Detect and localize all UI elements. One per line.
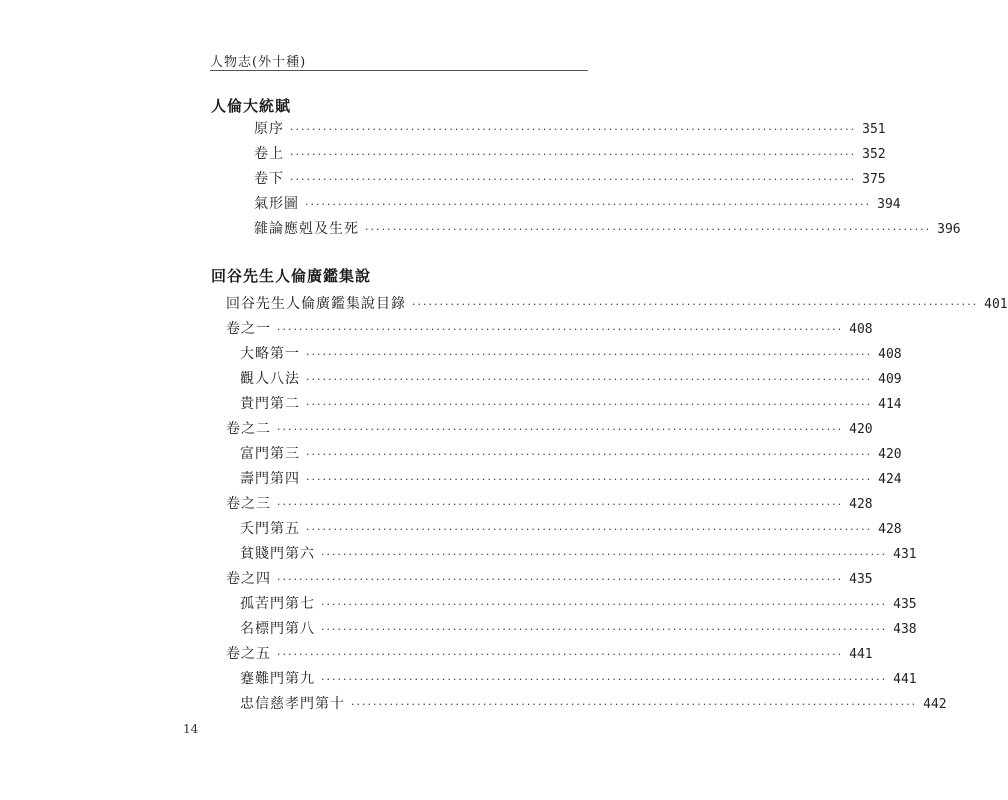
toc-entry (240, 593, 917, 612)
toc-entry-page: 442 (923, 697, 947, 712)
toc-entry-page: 401 (984, 297, 1008, 312)
leader-dots: ······································································································· (321, 673, 888, 686)
section-title: 人倫大統賦 (211, 97, 292, 115)
toc-entry (254, 168, 886, 187)
toc-entry (226, 643, 873, 662)
toc-entry (226, 568, 873, 587)
leader-dots: ······································································································· (290, 148, 857, 161)
leader-dots: ······································································································· (277, 423, 844, 436)
leader-dots: ······································································································· (351, 698, 918, 711)
toc-entry-page: 375 (862, 172, 886, 187)
leader-dots: ······································································································· (277, 498, 844, 511)
toc-entry (240, 518, 902, 537)
toc-entry-page: 441 (849, 647, 873, 662)
leader-dots: ······································································································· (306, 398, 873, 411)
toc-entry-page: 438 (893, 622, 917, 637)
toc-entry-title: 原序 (254, 121, 284, 137)
toc-entry (254, 118, 886, 137)
toc-entry-title: 夭門第五 (240, 521, 300, 537)
toc-entry (226, 293, 1008, 312)
toc-entry-title: 卷上 (254, 146, 284, 162)
toc-entry-title: 忠信慈孝門第十 (240, 696, 345, 712)
leader-dots: ······································································································· (306, 473, 873, 486)
leader-dots: ······································································································· (277, 573, 844, 586)
toc-entry (240, 368, 902, 387)
toc-entry-title: 貧賤門第六 (240, 546, 315, 562)
toc-entry-page: 435 (893, 597, 917, 612)
toc-entry-page: 431 (893, 547, 917, 562)
section-title: 回谷先生人倫廣鑑集說 (211, 267, 372, 285)
toc-entry-title: 氣形圖 (254, 196, 299, 212)
leader-dots: ······································································································· (306, 448, 873, 461)
leader-dots: ······································································································· (365, 223, 932, 236)
toc-entry-page: 428 (878, 522, 902, 537)
toc-entry-page: 435 (849, 572, 873, 587)
toc-entry-title: 卷之一 (226, 321, 271, 337)
toc-entry-page: 352 (862, 147, 886, 162)
toc-entry-title: 貴門第二 (240, 396, 300, 412)
leader-dots: ······································································································· (290, 123, 857, 136)
toc-entry-page: 414 (878, 397, 902, 412)
toc-entry-title: 雜論應剋及生死 (254, 221, 359, 237)
toc-entry-title: 名標門第八 (240, 621, 315, 637)
toc-entry (254, 218, 961, 237)
toc-entry-page: 441 (893, 672, 917, 687)
toc-entry (226, 318, 873, 337)
leader-dots: ······································································································· (277, 323, 844, 336)
leader-dots: ······································································································· (306, 348, 873, 361)
toc-entry-page: 408 (878, 347, 902, 362)
header-rule (210, 70, 588, 71)
toc-entry-page: 394 (877, 197, 901, 212)
toc-entry (226, 418, 873, 437)
leader-dots: ······································································································· (277, 648, 844, 661)
toc-entry (240, 443, 902, 462)
toc-entry-title: 卷之二 (226, 421, 271, 437)
leader-dots: ······································································································· (321, 548, 888, 561)
toc-entry (226, 493, 873, 512)
toc-entry-title: 卷之四 (226, 571, 271, 587)
toc-entry-title: 孤苦門第七 (240, 596, 315, 612)
leader-dots: ······································································································· (305, 198, 872, 211)
toc-entry (240, 393, 902, 412)
toc-entry-title: 觀人八法 (240, 371, 300, 387)
toc-entry (240, 468, 902, 487)
toc-entry-page: 420 (849, 422, 873, 437)
toc-entry (240, 618, 917, 637)
toc-entry-page: 351 (862, 122, 886, 137)
toc-entry (240, 543, 917, 562)
toc-entry-page: 420 (878, 447, 902, 462)
leader-dots: ······································································································· (321, 598, 888, 611)
toc-entry-title: 卷下 (254, 171, 284, 187)
toc-entry (240, 693, 947, 712)
toc-entry-title: 富門第三 (240, 446, 300, 462)
toc-entry-page: 424 (878, 472, 902, 487)
toc-entry-title: 卷之五 (226, 646, 271, 662)
toc-entry-title: 壽門第四 (240, 471, 300, 487)
toc-entry-title: 蹇難門第九 (240, 671, 315, 687)
leader-dots: ······································································································· (321, 623, 888, 636)
toc-entry (254, 193, 901, 212)
toc-entry-page: 396 (937, 222, 961, 237)
toc-entry (240, 343, 902, 362)
toc-entry-page: 409 (878, 372, 902, 387)
leader-dots: ······································································································· (412, 298, 979, 311)
leader-dots: ······································································································· (306, 523, 873, 536)
toc-entry-page: 408 (849, 322, 873, 337)
page-number: 14 (183, 722, 199, 736)
running-head-title: 人物志(外十種) (210, 55, 307, 70)
leader-dots: ······································································································· (306, 373, 873, 386)
toc-entry-page: 428 (849, 497, 873, 512)
toc-entry-title: 卷之三 (226, 496, 271, 512)
toc-entry-title: 回谷先生人倫廣鑑集說目錄 (226, 296, 406, 312)
leader-dots: ······································································································· (290, 173, 857, 186)
toc-entry-title: 大略第一 (240, 346, 300, 362)
toc-entry (240, 668, 917, 687)
toc-entry (254, 143, 886, 162)
